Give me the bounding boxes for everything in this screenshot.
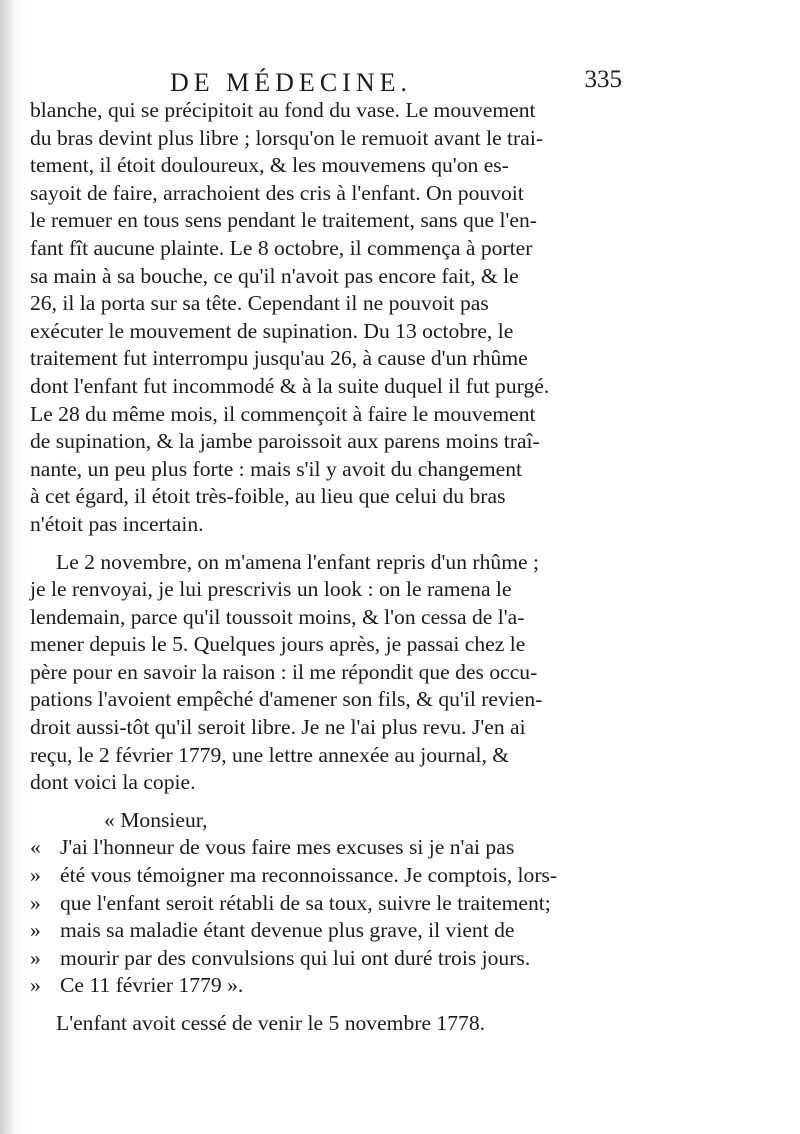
text-line: sa main à sa bouche, ce qu'il n'avoit pas encore fait, & le (30, 263, 519, 288)
text-line: 26, il la porta sur sa tête. Cependant il ne pouvoit pas (30, 291, 489, 316)
text-line: dont voici la copie. (30, 770, 196, 795)
letter-body (30, 834, 620, 972)
page-number: 335 (584, 66, 622, 93)
text-line: à cet égard, il étoit très-foible, au lieu que celui du bras (30, 484, 506, 509)
text-line: tement, il étoit douloureux, & les mouvemens qu'on es- (30, 153, 509, 178)
letter-line-text: que l'enfant seroit rétabli de sa toux, suivre le traitement; (60, 890, 551, 915)
text-line: de supination, & la jambe paroissoit aux parens moins traî- (30, 429, 540, 454)
text-line: droit aussi-tôt qu'il seroit libre. Je ne l'ai plus revu. J'en ai (30, 715, 526, 740)
letter-line (30, 890, 620, 918)
letter-line-text: J'ai l'honneur de vous faire mes excuses si je n'ai pas (60, 835, 515, 860)
text-line: sayoit de faire, arrachoient des cris à l'enfant. On pouvoit (30, 180, 524, 205)
letter-line (30, 917, 620, 945)
letter-line-text: mais sa maladie étant devenue plus grave, il vient de (60, 918, 515, 943)
page-gutter-shadow (0, 0, 14, 1134)
running-title: DE MÉDECINE. (170, 68, 412, 97)
letter-date-text: Ce 11 février 1779 ». (60, 973, 244, 998)
letter-line (30, 862, 620, 890)
letter-salutation: « Monsieur, (104, 807, 208, 832)
quote-mark: « (30, 835, 41, 860)
quote-mark: » (30, 918, 41, 943)
paragraph-1 (30, 97, 620, 539)
quote-mark: » (30, 890, 41, 915)
letter-line (30, 834, 620, 862)
text-line: le remuer en tous sens pendant le traitement, sans que l'en- (30, 208, 537, 233)
text-line: exécuter le mouvement de supination. Du 13 octobre, le (30, 318, 514, 343)
text-line: je le renvoyai, je lui prescrivis un look : on le ramena le (30, 577, 512, 602)
final-line: L'enfant avoit cessé de venir le 5 novembre 1778. (56, 1011, 486, 1035)
text-line: blanche, qui se précipitoit au fond du vase. Le mouvement (30, 98, 536, 122)
letter-line-text: été vous témoigner ma reconnoissance. Je comptois, lors- (60, 863, 558, 888)
quote-mark: » (30, 973, 41, 998)
text-line: dont l'enfant fut incommodé & à la suite duquel il fut purgé. (30, 373, 550, 398)
text-line: mener depuis le 5. Quelques jours après, je passai chez le (30, 632, 526, 657)
quote-mark: » (30, 945, 41, 970)
paragraph-2 (30, 549, 620, 797)
text-line: nante, un peu plus forte : mais s'il y avoit du changement (30, 456, 523, 481)
text-line: lendemain, parce qu'il toussoit moins, & l'on cessa de l'a- (30, 604, 525, 629)
text-line: reçu, le 2 février 1779, une lettre annexée au journal, & (30, 742, 510, 767)
letter (30, 807, 620, 1000)
text-line: fant fît aucune plainte. Le 8 octobre, il commença à porter (30, 235, 533, 260)
letter-date-line (30, 972, 620, 1000)
text-line: du bras devint plus libre ; lorsqu'on le remuoit avant le trai- (30, 125, 544, 150)
letter-line (30, 945, 620, 973)
text-line: traitement fut interrompu jusqu'au 26, à cause d'un rhûme (30, 346, 528, 371)
text-line: Le 2 novembre, on m'amena l'enfant repris d'un rhûme ; (56, 549, 539, 574)
text-line: père pour en savoir la raison : il me répondit que des occu- (30, 659, 538, 684)
letter-line-text: mourir par des convulsions qui lui ont duré trois jours. (60, 945, 531, 970)
body-text (30, 97, 620, 1038)
quote-mark: » (30, 863, 41, 888)
text-line: n'étoit pas incertain. (30, 511, 204, 536)
text-line: pations l'avoient empêché d'amener son fils, & qu'il revien- (30, 687, 543, 712)
text-line: Le 28 du même mois, il commençoit à faire le mouvement (30, 401, 536, 426)
